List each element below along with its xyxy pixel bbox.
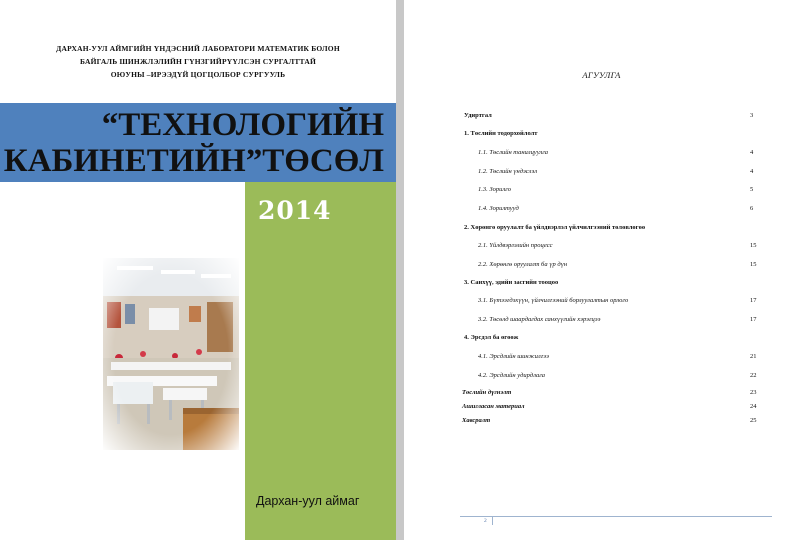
toc-entry-label: 1. Төслийн тодорхойлолт <box>464 130 538 137</box>
green-band <box>245 182 396 540</box>
toc-heading: АГУУЛГА <box>582 70 621 80</box>
toc-entry-page: 4 <box>750 168 754 175</box>
toc-entry-page: 6 <box>750 205 754 212</box>
header-line-2: БАЙГАЛЬ ШИНЖЛЭЛИЙН ГҮНЗГИЙРҮҮЛСЭН СУРГАЛТТАЙ <box>79 57 317 66</box>
toc-entry-label: Ашигласан материал <box>462 403 525 410</box>
toc-entry-label: 1.2. Төслийн үндэслэл <box>478 168 538 175</box>
toc-entry-page: 22 <box>750 372 757 379</box>
cover-location: Дархан-уул аймаг <box>256 494 360 508</box>
cover-title <box>4 107 384 179</box>
toc-entry-page: 5 <box>750 186 754 193</box>
title-line-2: КАБИНЕТИЙН”ТӨСӨЛ <box>3 143 384 179</box>
toc-entry-label: 3.2. Төсөлд шаардагдах санхүүгийн хэрэгцээ <box>478 316 601 323</box>
header-line-1: ДАРХАН-УУЛ АЙМГИЙН ҮНДЭСНИЙ ЛАБОРАТОРИ МАТЕМАТИК БОЛОН <box>56 44 340 53</box>
toc-entry-label: 3.1. Бүтээгдэхүүн, үйлчилгээний борлуулалтын орлого <box>478 297 629 304</box>
toc-entry-label: 2.1. Үйлдвэрлэлийн процесс <box>478 242 553 249</box>
toc-entry-label: Хавсралт <box>462 417 491 424</box>
toc-entry-page: 17 <box>750 297 757 304</box>
toc-entry-page: 21 <box>750 353 757 360</box>
toc-entry-label: 4.1. Эрсдлийн шинжилгээ <box>478 353 550 360</box>
toc-entry-page: 25 <box>750 417 757 424</box>
toc-entry-label: 4. Эрсдэл ба өгөөж <box>464 334 519 341</box>
cover-year: 2014 <box>258 196 332 225</box>
page-number: 2 <box>484 518 487 524</box>
toc-entry-label: 2. Хөрөнгө оруулалт ба үйлдвэрлэл үйлчилгээний төлөвлөгөө <box>464 224 646 231</box>
toc-entry-label: Төслийн дүгнэлт <box>462 389 512 396</box>
page-divider <box>396 0 404 540</box>
toc-entry-page: 23 <box>750 389 757 396</box>
footer-rule <box>460 516 772 517</box>
toc-entry-page: 15 <box>750 261 757 268</box>
toc-entry-label: 3. Санхүү, эдийн засгийн тооцоо <box>464 279 559 286</box>
toc-entry-label: Удиртгал <box>464 112 492 119</box>
toc-entry-label: 2.2. Хөрөнгө оруулалт ба үр дүн <box>478 261 568 268</box>
toc-entry-page: 24 <box>750 403 757 410</box>
toc-entry-page: 17 <box>750 316 757 323</box>
title-line-1: “ТЕХНОЛОГИЙН <box>101 107 384 143</box>
toc-page <box>404 0 799 540</box>
toc-entry-label: 4.2. Эрсдлийн удирдлага <box>478 372 546 379</box>
toc-entry-label: 1.4. Зорилтууд <box>478 205 519 212</box>
title-band <box>0 103 396 182</box>
toc-entry-label: 1.3. Зорилго <box>478 186 511 193</box>
cover-header <box>0 42 396 81</box>
toc-entry-page: 3 <box>750 112 754 119</box>
footer-tick <box>492 516 493 525</box>
header-line-3: ОЮУНЫ –ИРЭЭДҮЙ ЦОГЦОЛБОР СУРГУУЛЬ <box>110 70 286 79</box>
toc-entry-page: 15 <box>750 242 757 249</box>
classroom-photo <box>103 258 239 450</box>
toc-entry-page: 4 <box>750 149 754 156</box>
toc-entry-label: 1.1. Төслийн танилцуулга <box>478 149 549 156</box>
cover-page <box>0 0 396 540</box>
